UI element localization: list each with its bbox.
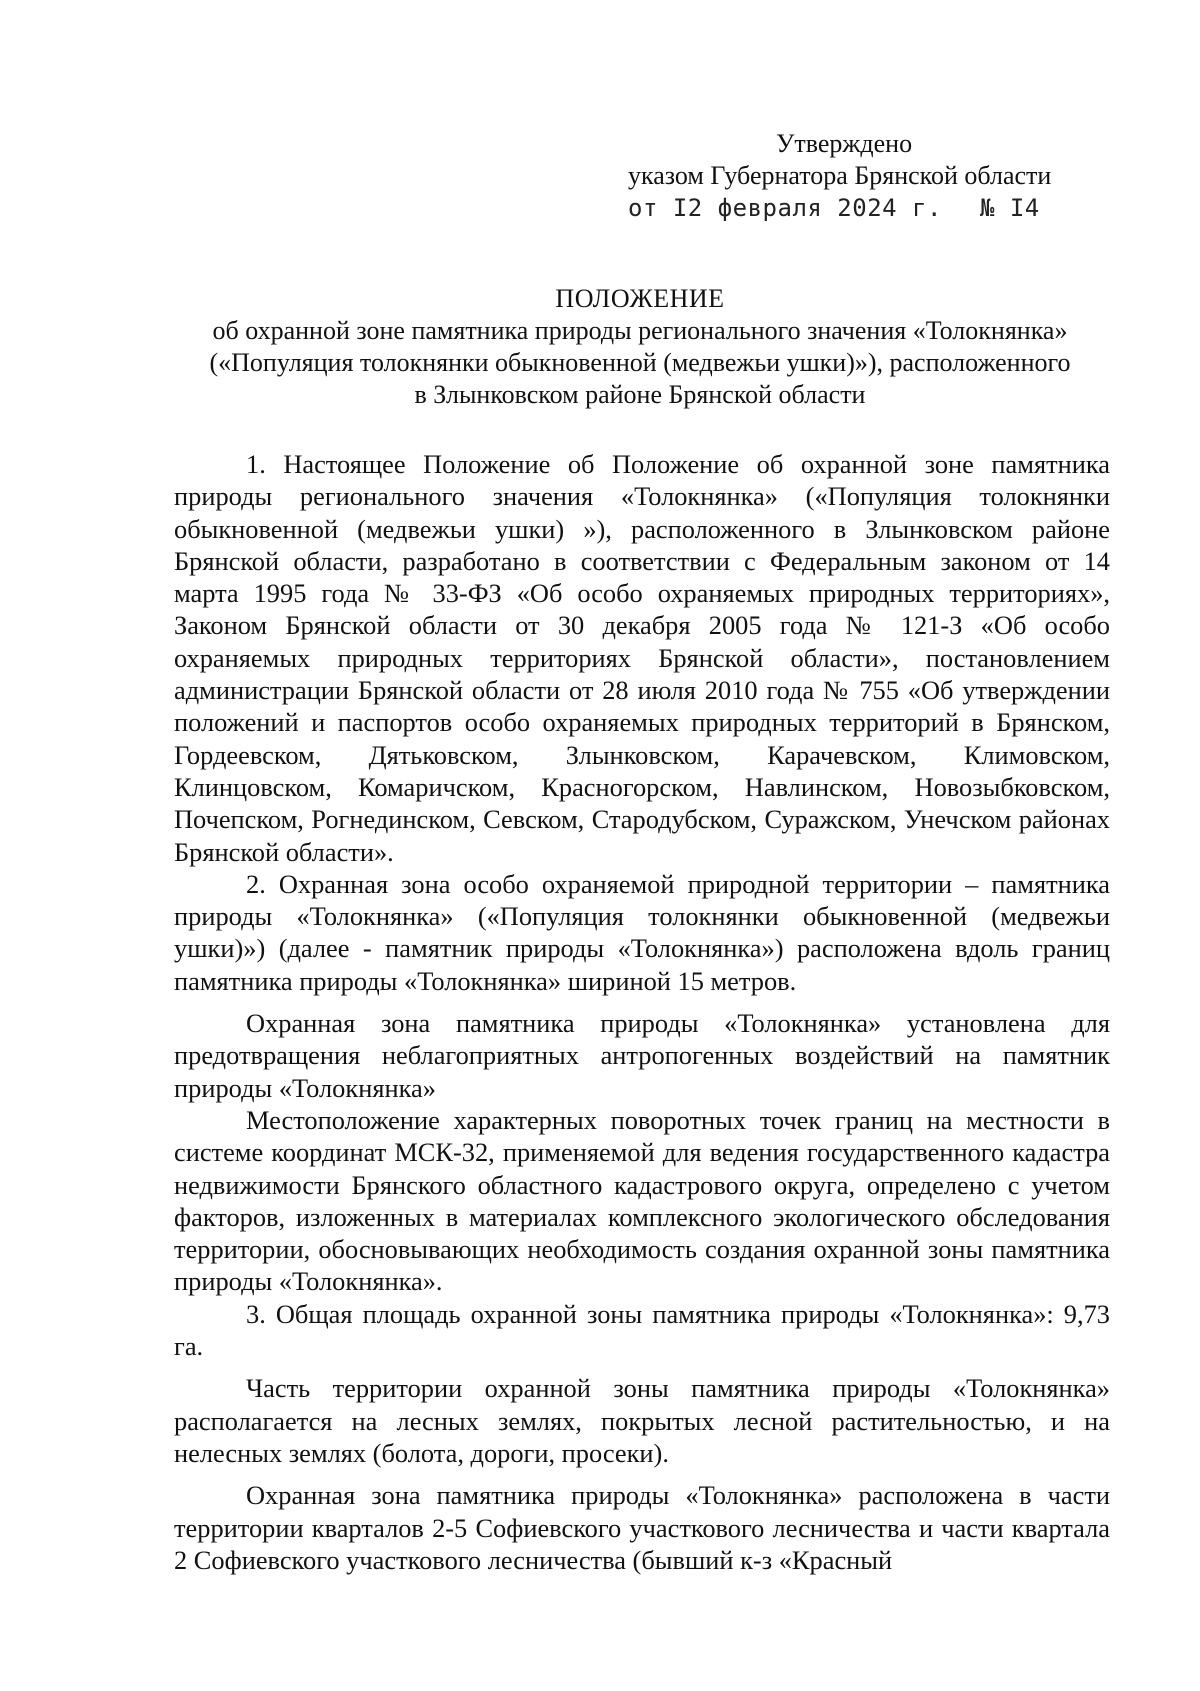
paragraph-7: Охранная зона памятника природы «Толокнянка» расположена в части территории кварталов 2-5 Софиевского участкового лесничества и части квартала 2 Софиевского участкового лесничества (бывший к-з «Красный xyxy=(174,1480,1110,1575)
document-title xyxy=(170,283,1110,411)
paragraph-2: 2. Охранная зона особо охраняемой природной территории – памятника природы «Толокнянка» («Популяция толокнянки обыкновенной (медвежьи ушки)») (далее - памятник природы «Толокнянка») расположена вдоль границ памятника природы «Толокнянка» шириной 15 метров. xyxy=(174,868,1110,996)
paragraph-1: 1. Настоящее Положение об Положение об охранной зоне памятника природы регионального значения «Толокнянка» («Популяция толокнянки обыкновенной (медвежьи ушки) »), расположенного в Злынковском районе Брянской области, разработано в соответствии с Федеральным законом от 14 марта 1995 года № 33-ФЗ «Об особо охраняемых природных территориях», Законом Брянской области от 30 декабря 2005 года № 121-З «Об особо охраняемых природных территориях Брянской области», постановлением администрации Брянской области от 28 июля 2010 года № 755 «Об утверждении положений и паспортов особо охраняемых природных территорий в Брянском, Гордеевском, Дятьковском, Злынковском, Карачевском, Климовском, Клинцовском, Комаричском, Красногорском, Навлинском, Новозыбковском, Почепском, Рогнединском, Севском, Стародубском, Суражском, Унечском районах Брянской области». xyxy=(174,449,1110,867)
approval-date-number xyxy=(628,192,1108,224)
title-line-2: («Популяция толокнянки обыкновенной (медвежьи ушки)»), расположенного xyxy=(209,348,1071,377)
approval-number: № I4 xyxy=(979,194,1040,222)
paragraph-6: Часть территории охранной зоны памятника природы «Толокнянка» располагается на лесных землях, покрытых лесной растительностью, и на нелесных землях (болота, дороги, просеки). xyxy=(174,1373,1110,1468)
approval-issuer: указом Губернатора Брянской области xyxy=(628,161,1052,190)
approval-date: от I2 февраля 2024 г. xyxy=(628,194,942,222)
paragraph-3: Охранная зона памятника природы «Толокнянка» установлена для предотвращения неблагоприятных антропогенных воздействий на памятник природы «Толокнянка» xyxy=(174,1008,1110,1103)
title-line-3: в Злынковском районе Брянской области xyxy=(414,380,866,409)
approval-stamp xyxy=(628,128,1108,224)
title-line-1: об охранной зоне памятника природы регионального значения «Толокнянка» xyxy=(212,316,1068,345)
title-heading: ПОЛОЖЕНИЕ xyxy=(555,284,725,313)
paragraph-5: 3. Общая площадь охранной зоны памятника природы «Толокнянка»: 9,73 га. xyxy=(174,1298,1110,1362)
approval-title: Утверждено xyxy=(776,129,913,158)
document-body xyxy=(174,448,1110,1576)
paragraph-4: Местоположение характерных поворотных точек границ на местности в системе координат МСК-32, применяемой для ведения государственного кадастра недвижимости Брянского областного кадастрового округа, определено с учетом факторов, изложенных в материалах комплексного экологического обследования территории, обосновывающих необходимость создания охранной зоны памятника природы «Толокнянка». xyxy=(174,1104,1110,1297)
